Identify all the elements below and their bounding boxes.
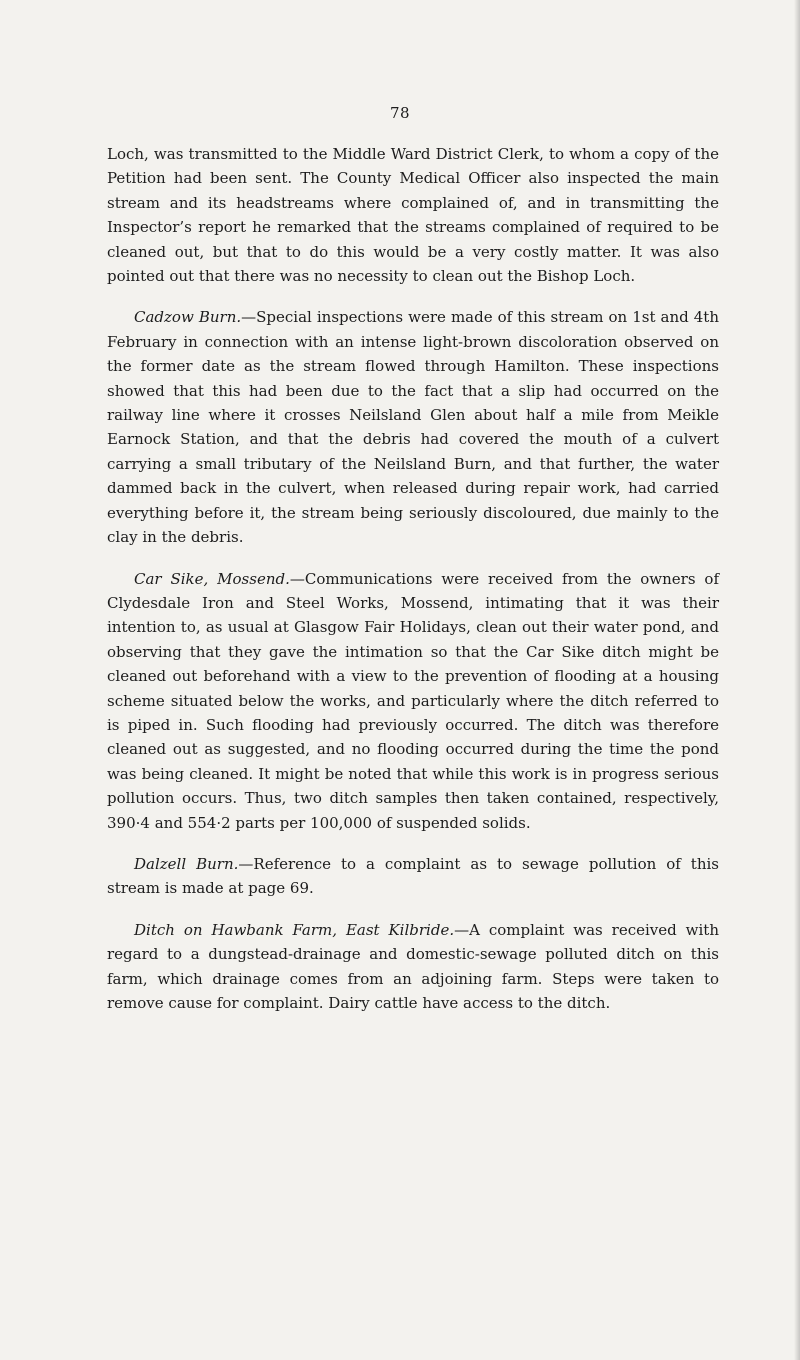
paragraph-cadzow-burn: [107, 305, 719, 549]
paragraph-bishop-loch-continued: [107, 142, 719, 288]
paragraph-hawbank-farm: [107, 918, 719, 1016]
paragraph-car-sike: [107, 567, 719, 835]
paragraph-text: —A complaint was received with regard to a dungstead-drainage and domestic-sewage polluted ditch on this farm, which drainage comes from an adjoining farm. Steps were taken to remove cause for complaint. Dairy cattle have access to the ditch.: [107, 920, 719, 1012]
paragraph-text: Loch, was transmitted to the Middle Ward District Clerk, to whom a copy of the Petition had been sent. The County Medical Officer also inspected the main stream and its headstreams where complained of, and in transmitting the Inspector’s report he remarked that the streams complained of required to be cleaned out, but that to do this would be a very costly matter. It was also pointed out that there was no necessity to clean out the Bishop Loch.: [107, 145, 719, 286]
body-text: [107, 142, 719, 1032]
paragraph-text: —Reference to a complaint as to sewage pollution of this stream is made at page 69.: [107, 854, 719, 898]
paragraph-dalzell-burn: [107, 852, 719, 901]
page-edge-shadow: [794, 0, 800, 1360]
section-heading-cadzow-burn: Cadzow Burn.: [134, 308, 242, 327]
section-heading-dalzell-burn: Dalzell Burn.: [134, 854, 239, 873]
section-heading-car-sike: Car Sike, Mossend.: [134, 569, 290, 588]
section-heading-hawbank-farm: Ditch on Hawbank Farm, East Kilbride.: [134, 920, 455, 939]
page-number: 78: [389, 104, 411, 122]
paragraph-text: —Communications were received from the owners of Clydesdale Iron and Steel Works, Mossend, intimating that it was their intention to, as usual at Glasgow Fair Holidays, clean out their water pond, and observing that they gave the intimation so that the Car Sike ditch might be cleaned out beforehand with a view to the prevention of flooding at a housing scheme situated below the works, and particularly where the ditch referred to is piped in. Such flooding had previously occurred. The ditch was therefore cleaned out as suggested, and no flooding occurred during the time the pond was being cleaned. It might be noted that while this work is in progress serious pollution occurs. Thus, two ditch samples then taken contained, respectively, 390·4 and 554·2 parts per 100,000 of suspended solids.: [107, 569, 719, 832]
paragraph-text: —Special inspections were made of this stream on 1st and 4th February in connection with an intense light-brown discoloration observed on the former date as the stream flowed through Hamilton. These inspections showed that this had been due to the fact that a slip had occurred on the railway line where it crosses Neilsland Glen about half a mile from Meikle Earnock Station, and that the debris had covered the mouth of a culvert carrying a small tributary of the Neilsland Burn, and that further, the water dammed back in the culvert, when released during repair work, had carried everything before it, the stream being seriously discoloured, due mainly to the clay in the debris.: [107, 308, 719, 547]
